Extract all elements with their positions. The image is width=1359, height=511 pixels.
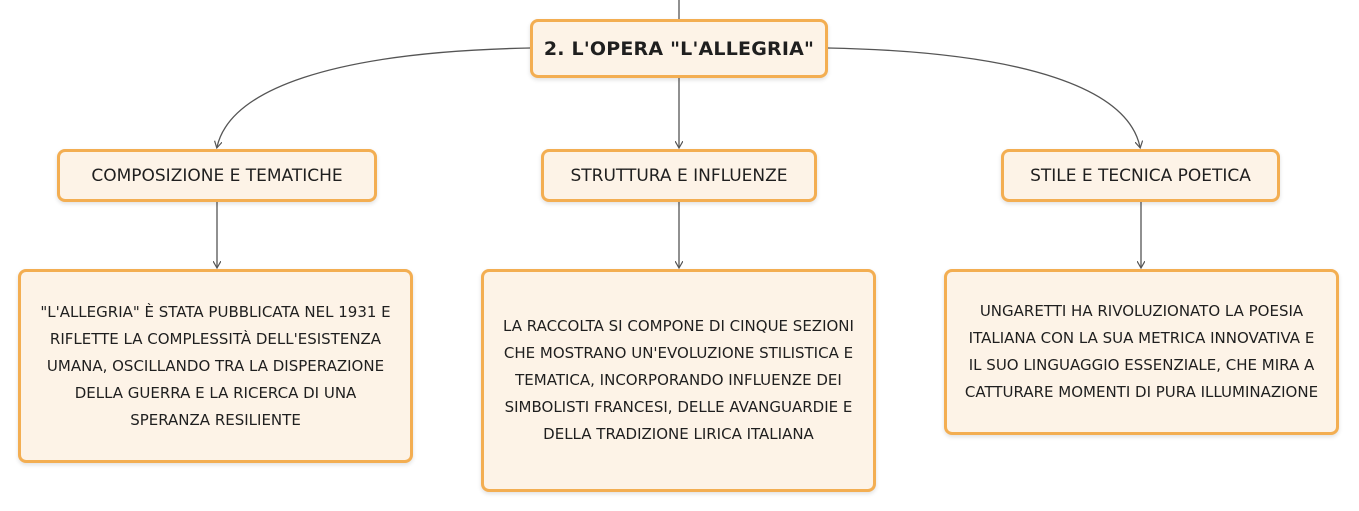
connector-root-to-stile — [828, 48, 1140, 147]
detail-text: UNGARETTI HA RIVOLUZIONATO LA POESIA ITALIANA CON LA SUA METRICA INNOVATIVA E IL SUO LINGUAGGIO ESSENZIALE, CHE MIRA A CATTURARE MOMENTI DI PURA ILLUMINAZIONE — [964, 302, 1319, 401]
topic-stile-e-tecnica-poetica[interactable] — [1001, 149, 1280, 202]
detail-stile[interactable] — [944, 269, 1339, 435]
detail-composizione[interactable] — [18, 269, 413, 463]
topic-title: COMPOSIZIONE E TEMATICHE — [91, 165, 343, 186]
topic-composizione-e-tematiche[interactable] — [57, 149, 377, 202]
detail-text: "L'ALLEGRIA" È STATA PUBBLICATA NEL 1931 E RIFLETTE LA COMPLESSITÀ DELL'ESISTENZA UMANA, OSCILLANDO TRA LA DISPERAZIONE DELLA GUERRA E LA RICERCA DI UNA SPERANZA RESILIENTE — [40, 302, 391, 429]
root-title: 2. L'OPERA "L'ALLEGRIA" — [543, 37, 815, 60]
root-node[interactable] — [530, 19, 828, 78]
topic-title: STRUTTURA E INFLUENZE — [570, 165, 788, 186]
topic-title: STILE E TECNICA POETICA — [1030, 165, 1251, 186]
detail-struttura[interactable] — [481, 269, 876, 492]
topic-struttura-e-influenze[interactable] — [541, 149, 817, 202]
connector-root-to-composizione — [217, 48, 530, 147]
detail-text: LA RACCOLTA SI COMPONE DI CINQUE SEZIONI CHE MOSTRANO UN'EVOLUZIONE STILISTICA E TEMATICA, INCORPORANDO INFLUENZE DEI SIMBOLISTI FRANCESI, DELLE AVANGUARDIE E DELLA TRADIZIONE LIRICA ITALIANA — [503, 317, 854, 443]
